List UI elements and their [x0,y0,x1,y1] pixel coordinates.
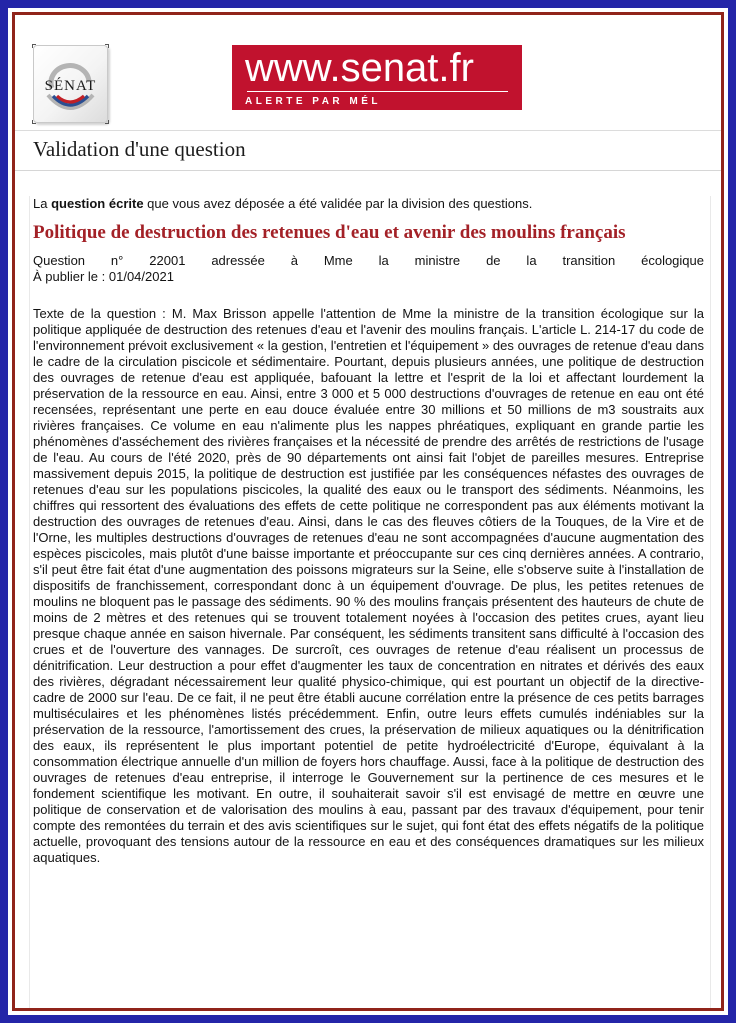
question-full-text: Texte de la question : M. Max Brisson appelle l'attention de Mme la ministre de la transition écologique sur la politique appliquée de destruction des retenues d'eau et l'avenir des moulins français. L'article L. 214-17 du code de l'environnement prévoit exclusivement « la gestion, l'entretien et l'équipement » des ouvrages de retenue d'eau dans le cadre de la circulation piscicole et sédimentaire. Pourtant, depuis plusieurs années, une politique de destruction des ouvrages de retenue d'eau est appliquée, bafouant la lettre et l'esprit de la loi et affectant lourdement la préservation de la ressource en eau. Ainsi, entre 3 000 et 5 000 destructions d'ouvrages de retenue en eau ont été recensées, représentant une perte en eau douce évaluée entre 30 millions et 50 millions de m3 soustraits aux rivières françaises. Ce volume en eau n'alimente plus les nappes phréatiques, expliquant en grande partie les phénomènes d'asséchement des rivières françaises et la nécessité de prendre des arrêtés de restrictions de l'usage de l'eau. Au cours de l'été 2020, près de 90 départements ont ainsi fait l'objet de pareilles mesures. Entreprise massivement depuis 2015, la politique de destruction est justifiée par les conséquences néfastes des ouvrages de retenues d'eau sur les populations piscicoles, la qualité des eaux ou le transport des sédiments. Néanmoins, les chiffres qui ressortent des évaluations des effets de cette politique ne correspondent pas aux éléments motivant la destruction des ouvrages de retenues d'eau. Ainsi, dans le cas des fleuves côtiers de la Touques, de la Vire et de l'Orne, les multiples destructions d'ouvrages de retenues d'eau ne sont accompagnées d'aucune augmentation des espèces piscicoles, mais plutôt d'une baisse importante et préoccupante sur ces cinq dernières années. A contrario, s'il peut être fait état d'une augmentation des poissons migrateurs sur la Seine, elle s'observe suite à l'installation de dispositifs de franchissement, correspondant donc à un équipement d'ouvrage. De plus, les petites retenues de moulins ne bloquent pas le passage des sédiments. 90 % des moulins français présentent des hauteurs de chute de moins de 2 mètres et des retenues qui se trouvent totalement noyées à l'occasion des petites crues, ayant lieu presque chaque année en saison hivernale. Par conséquent, les sédiments transitent sans difficulté à l'occasion des crues et de l'ouverture des vannages. De surcroît, ces ouvrages de retenue d'eau réalisent un processus de dénitrification. Leur destruction a pour effet d'augmenter les taux de concentration en nitrates et dérivés des eaux des rivières, dégradant nécessairement leur qualité physico-chimique, qui est pourtant un objectif de la directive-cadre de 2000 sur l'eau. De ce fait, il ne peut être établi aucune corrélation entre la présence de ces petits barrages multiséculaires et les phénomènes listés précédemment. Enfin, outre leurs effets cumulés indéniables sur la préservation de la ressource, l'amortissement des crues, la préservation de milieux aquatiques ou la dénitrification des eaux, ils représentent le plus important potentiel de petite hydroélectricité d'Europe, équivalant à la consommation électrique annuelle d'un million de foyers hors chauffage. Aussi, face à la politique de destruction des ouvrages de retenues d'eau entreprise, il interroge le Gouvernement sur la pertinence de ces mesures et le fondement scientifique les motivant. En outre, il souhaiterait savoir s'il est envisagé de mettre en œuvre une politique de conservation et de valorisation des moulins à eau, passant par des travaux d'équipement, pour tenir compte des remontées du terrain et des avis scientifiques sur le sujet, qui font état des effets négatifs de la politique actuelle, provoquant des tensions autour de la ressource en eau et des conséquences dramatiques sur les milieux aquatiques. [33,306,704,865]
notice-prefix: La [33,196,52,211]
question-metadata [33,253,704,285]
banner-divider [247,91,508,92]
notice-emphasis: question écrite [51,196,144,211]
publish-date-line: À publier le : 01/04/2021 [33,269,174,284]
question-number-line: Question n° 22001 adressée à Mme la ministre de la transition écologique [33,253,704,268]
senat-url-text[interactable]: www.senat.fr [245,46,474,90]
notice-suffix: que vous avez déposée a été validée par la division des questions. [143,196,533,211]
senat-logo-label: SÉNAT [44,78,97,94]
email-header [15,15,721,130]
page-title: Validation d'une question [15,130,721,171]
email-content-area [12,12,724,1011]
senat-logo[interactable] [33,45,108,123]
senat-website-banner[interactable] [232,45,522,110]
banner-tagline: ALERTE PAR MÉL [245,96,382,107]
question-title: Politique de destruction des retenues d'eau et avenir des moulins français [33,222,626,243]
frame-gap [8,8,728,1015]
validation-notice [33,196,704,212]
document-body [29,196,711,1011]
